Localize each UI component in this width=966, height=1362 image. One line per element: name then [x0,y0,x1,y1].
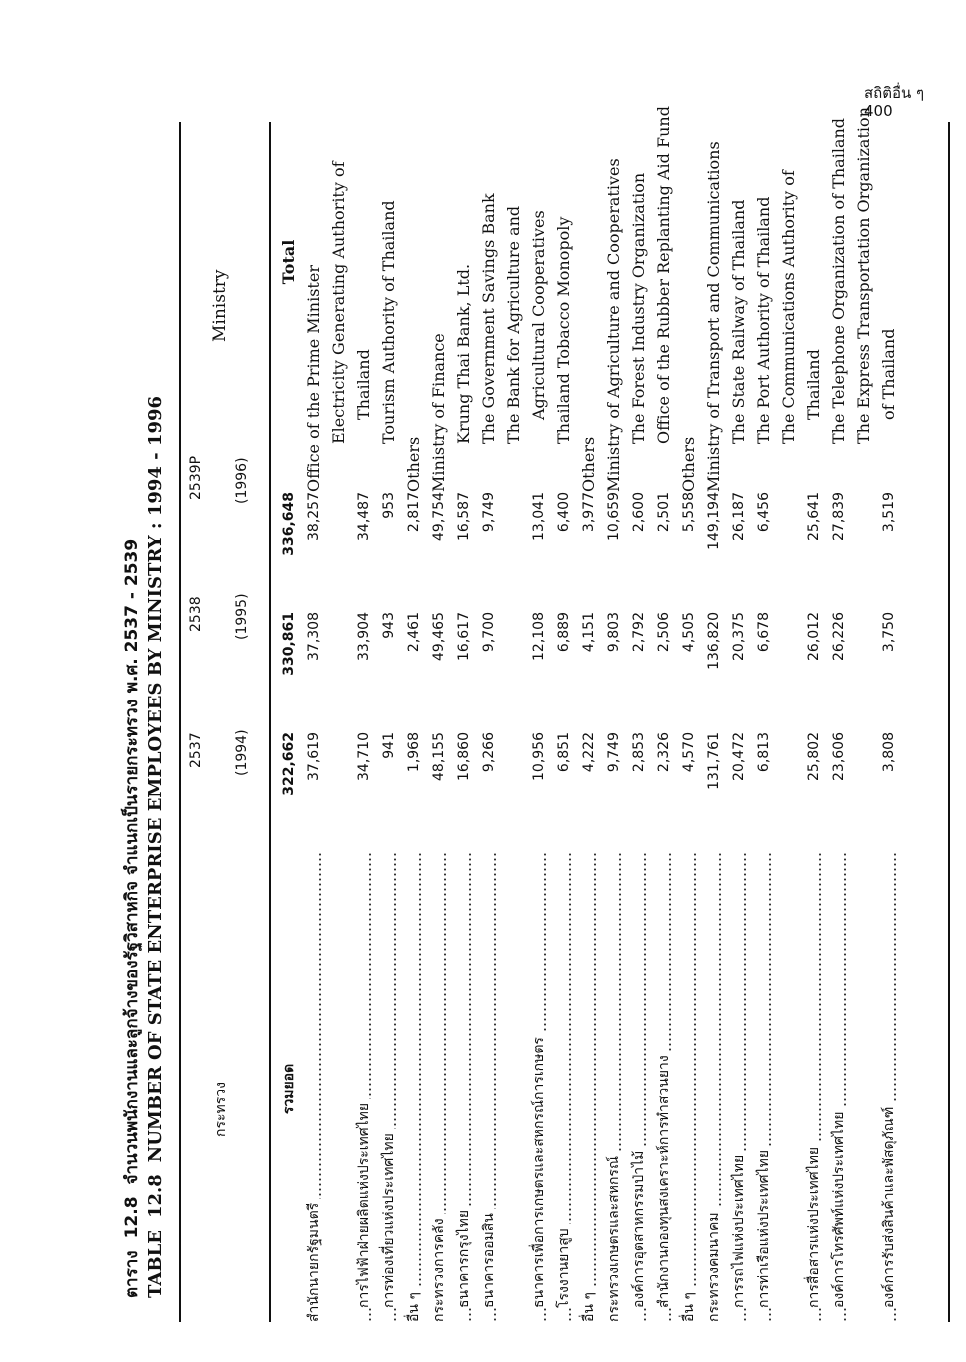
value-1996-cell: 953 [380,492,397,519]
thai-ministry-label: องค์การโทรศัพท์แห่งประเทศไทย [831,1108,847,1308]
table-row [801,32,826,1322]
header-year-1-be: 2537 [188,732,204,768]
value-1996-cell: 34,487 [355,492,372,541]
thai-ministry-cell [676,852,701,1322]
english-ministry-cell: The Government Savings Bank [479,193,498,444]
english-ministry-cell: The Bank for Agriculture and [504,205,523,444]
thai-ministry-label: กระทรวงคมนาคม [706,1208,722,1322]
header-english-ministry: Ministry [210,269,230,342]
value-1995-cell: 20,375 [730,612,747,661]
table-row [851,32,876,1322]
ministry-employees-table [276,32,901,1322]
value-1994-cell: 2,326 [655,732,672,773]
value-1995-cell: 330,861 [280,612,297,676]
thai-ministry-cell [801,852,826,1322]
value-1995-cell: 9,803 [605,612,622,653]
value-1995-cell: 2,506 [655,612,672,653]
value-1995-cell: 26,012 [805,612,822,661]
thai-ministry-cell [851,852,876,1322]
table-row [451,32,476,1322]
table-row [351,32,376,1322]
value-1995-cell: 9,700 [480,612,497,653]
value-1994-cell: 16,860 [455,732,472,781]
value-1994-cell: 23,606 [830,732,847,781]
value-1996-cell: 2,501 [655,492,672,533]
value-1996-cell: 49,754 [430,492,447,541]
table-row [651,32,676,1322]
thai-ministry-cell [501,852,526,1322]
value-1995-cell [851,612,876,732]
table-row [701,32,726,1322]
value-1996-cell: 3,977 [580,492,597,533]
value-1995-cell: 12,108 [530,612,547,661]
thai-ministry-cell [326,852,351,1322]
table-row [601,32,626,1322]
thai-ministry-label: การท่องเที่ยวแห่งประเทศไทย [381,1129,397,1308]
thai-ministry-cell [401,852,426,1322]
thai-ministry-cell [301,852,326,1322]
english-ministry-cell: The Communications Authority of [779,170,798,444]
thai-ministry-cell [576,852,601,1322]
thai-ministry-label: การสื่อสารแห่งประเทศไทย [806,1143,822,1308]
value-1994-cell [326,732,351,852]
header-year-1-ce: (1994) [234,729,250,776]
top-rule [179,122,181,1322]
value-1994-cell: 9,266 [480,732,497,773]
english-ministry-cell: Thailand [354,349,373,420]
thai-ministry-label [781,1304,797,1308]
table-row [376,32,401,1322]
table-row [676,32,701,1322]
value-1996-cell: 6,456 [755,492,772,533]
title-english-prefix: TABLE [145,1230,166,1298]
value-1994-cell: 322,662 [280,732,297,796]
english-ministry-cell: Others [679,436,698,492]
thai-ministry-label: กระทรวงการคลัง [431,1214,447,1322]
thai-ministry-cell [626,852,651,1322]
thai-ministry-cell [526,852,551,1322]
english-ministry-cell: The Telephone Organization of Thailand [829,117,848,444]
value-1996-cell [501,492,526,612]
value-1995-cell: 136,820 [705,612,722,670]
thai-ministry-label: องค์การรับส่งสินค้าและพัสดุภัณฑ์ [881,1103,897,1308]
header-year-3-be: 2539P [188,455,204,500]
english-ministry-cell: Agricultural Cooperatives [529,210,548,420]
english-ministry-cell: The Forest Industry Organization [629,172,648,444]
english-ministry-cell: Total [279,239,298,285]
page-number: 400 [864,102,893,120]
value-1994-cell: 9,749 [605,732,622,773]
value-1996-cell: 16,587 [455,492,472,541]
thai-ministry-label: ธนาคารออมสิน [481,1209,497,1308]
thai-ministry-label: การรถไฟแห่งประเทศไทย [731,1151,747,1308]
thai-ministry-label: สำนักงานกองทุนสงเคราะห์การทำสวนยาง [656,1051,672,1308]
value-1995-cell: 37,308 [305,612,322,661]
thai-ministry-cell [776,852,801,1322]
value-1995-cell: 4,505 [680,612,697,653]
thai-ministry-label: อื่น ๆ [581,1288,597,1322]
thai-ministry-label: การท่าเรือแห่งประเทศไทย [756,1146,772,1308]
header-rule [269,122,271,1322]
value-1996-cell: 6,400 [555,492,572,533]
table-row [426,32,451,1322]
value-1994-cell: 4,222 [580,732,597,773]
table-title-thai [118,527,145,1298]
value-1995-cell: 943 [380,612,397,639]
value-1995-cell [326,612,351,732]
thai-ministry-cell [551,852,576,1322]
thai-ministry-cell [876,852,901,1322]
title-english-text: NUMBER OF STATE ENTERPRISE EMPLOYEES BY MINISTRY : 1994 - 1996 [145,395,166,1163]
english-ministry-cell: Ministry of Transport and Communications [704,141,723,492]
thai-ministry-label [856,1304,872,1308]
value-1996-cell [851,492,876,612]
english-ministry-cell: of Thailand [879,328,898,420]
value-1996-cell: 10,659 [605,492,622,541]
value-1995-cell: 2,461 [405,612,422,653]
table-row [576,32,601,1322]
value-1995-cell: 16,617 [455,612,472,661]
table-row [326,32,351,1322]
header-year-3-ce: (1996) [234,457,250,504]
thai-ministry-label: อื่น ๆ [406,1288,422,1322]
table-row [501,32,526,1322]
thai-ministry-label: องค์การอุตสาหกรรมป่าไม้ [631,1147,647,1308]
value-1994-cell: 6,851 [555,732,572,773]
table-row [876,32,901,1322]
value-1996-cell: 149,194 [705,492,722,550]
table-row [826,32,851,1322]
thai-ministry-label: อื่น ๆ [681,1288,697,1322]
english-ministry-cell: The State Railway of Thailand [729,199,748,444]
value-1994-cell: 1,968 [405,732,422,773]
value-1994-cell: 131,761 [705,732,722,790]
value-1995-cell: 6,889 [555,612,572,653]
value-1995-cell: 33,904 [355,612,372,661]
value-1994-cell: 2,853 [630,732,647,773]
thai-ministry-cell [451,852,476,1322]
thai-ministry-cell [601,852,626,1322]
thai-ministry-label: กระทรวงเกษตรและสหกรณ์ [606,1152,622,1322]
value-1995-cell: 6,678 [755,612,772,653]
value-1996-cell: 2,600 [630,492,647,533]
english-ministry-cell: Office of the Prime Minister [304,265,323,492]
thai-ministry-label: ธนาคารกรุงไทย [456,1206,472,1308]
thai-ministry-cell [276,852,301,1322]
english-ministry-cell: Office of the Rubber Replanting Aid Fund [654,106,673,444]
table-row [776,32,801,1322]
title-thai-number: 12.8 [122,1196,142,1239]
value-1994-cell: 941 [380,732,397,759]
value-1994-cell: 3,808 [880,732,897,773]
value-1994-cell: 10,956 [530,732,547,781]
bottom-rule [948,122,950,1322]
value-1996-cell: 27,839 [830,492,847,541]
title-thai-text: จำนวนพนักงานและลูกจ้างของรัฐวิสาหกิจ จำแนกเป็นรายกระทรวง พ.ศ. 2537 - 2539 [122,538,142,1185]
value-1996-cell: 9,749 [480,492,497,533]
value-1996-cell [326,492,351,612]
english-ministry-cell: Others [579,436,598,492]
table-row [626,32,651,1322]
value-1994-cell: 6,813 [755,732,772,773]
value-1996-cell: 336,648 [280,492,297,556]
header-thai-ministry: กระทรวง [213,1082,229,1137]
value-1995-cell [776,612,801,732]
value-1996-cell: 2,817 [405,492,422,533]
value-1994-cell: 48,155 [430,732,447,781]
english-ministry-cell: The Port Authority of Thailand [754,196,773,444]
value-1994-cell [851,732,876,852]
value-1996-cell: 26,187 [730,492,747,541]
table-row [401,32,426,1322]
thai-ministry-cell [701,852,726,1322]
table-row [726,32,751,1322]
title-thai-prefix: ตาราง [122,1250,142,1298]
value-1994-cell: 20,472 [730,732,747,781]
value-1996-cell: 25,641 [805,492,822,541]
table-row [551,32,576,1322]
thai-ministry-cell [826,852,851,1322]
value-1996-cell [776,492,801,612]
table-row [476,32,501,1322]
value-1996-cell: 13,041 [530,492,547,541]
english-ministry-cell: Krung Thai Bank, Ltd. [454,263,473,444]
table-row [276,32,301,1322]
thai-ministry-label: การไฟฟ้าฝ่ายผลิตแห่งประเทศไทย [356,1099,372,1308]
section-label: สถิติอื่น ๆ [864,84,925,102]
value-1996-cell: 3,519 [880,492,897,533]
english-ministry-cell: Others [404,436,423,492]
thai-ministry-cell [476,852,501,1322]
value-1994-cell [776,732,801,852]
thai-ministry-cell [376,852,401,1322]
value-1996-cell: 38,257 [305,492,322,541]
english-ministry-cell: The Express Transportation Organization [854,107,873,444]
thai-ministry-cell [751,852,776,1322]
thai-ministry-label [331,1304,347,1308]
english-ministry-cell: Ministry of Agriculture and Cooperatives [604,158,623,492]
value-1995-cell: 49,465 [430,612,447,661]
thai-ministry-cell [651,852,676,1322]
table-row [526,32,551,1322]
table-row [751,32,776,1322]
english-ministry-cell: Ministry of Finance [429,333,448,492]
value-1994-cell: 4,570 [680,732,697,773]
english-ministry-cell: Thailand Tobacco Monopoly [554,216,573,444]
value-1994-cell: 34,710 [355,732,372,781]
thai-ministry-cell [351,852,376,1322]
thai-ministry-label: รวมยอด [281,1060,297,1114]
value-1995-cell [501,612,526,732]
value-1994-cell: 25,802 [805,732,822,781]
table-row [301,32,326,1322]
thai-ministry-label: สำนักนายกรัฐมนตรี [306,1199,322,1322]
value-1995-cell: 26,226 [830,612,847,661]
thai-ministry-label: ธนาคารเพื่อการเกษตรและสหกรณ์การเกษตร [531,1033,547,1308]
english-ministry-cell: Tourism Authority of Thailand [379,200,398,444]
thai-ministry-label [506,1304,522,1308]
value-1995-cell: 4,151 [580,612,597,653]
value-1994-cell [501,732,526,852]
thai-ministry-cell [426,852,451,1322]
table-title-english [145,384,166,1298]
title-english-number: 12.8 [145,1174,166,1219]
value-1995-cell: 2,792 [630,612,647,653]
thai-ministry-cell [726,852,751,1322]
english-ministry-cell: Thailand [804,349,823,420]
thai-ministry-label: โรงงานยาสูบ [556,1224,572,1308]
value-1995-cell: 3,750 [880,612,897,653]
value-1996-cell: 5,558 [680,492,697,533]
header-year-2-ce: (1995) [234,593,250,640]
english-ministry-cell: Electricity Generating Authority of [329,161,348,444]
value-1994-cell: 37,619 [305,732,322,781]
header-year-2-be: 2538 [188,596,204,632]
